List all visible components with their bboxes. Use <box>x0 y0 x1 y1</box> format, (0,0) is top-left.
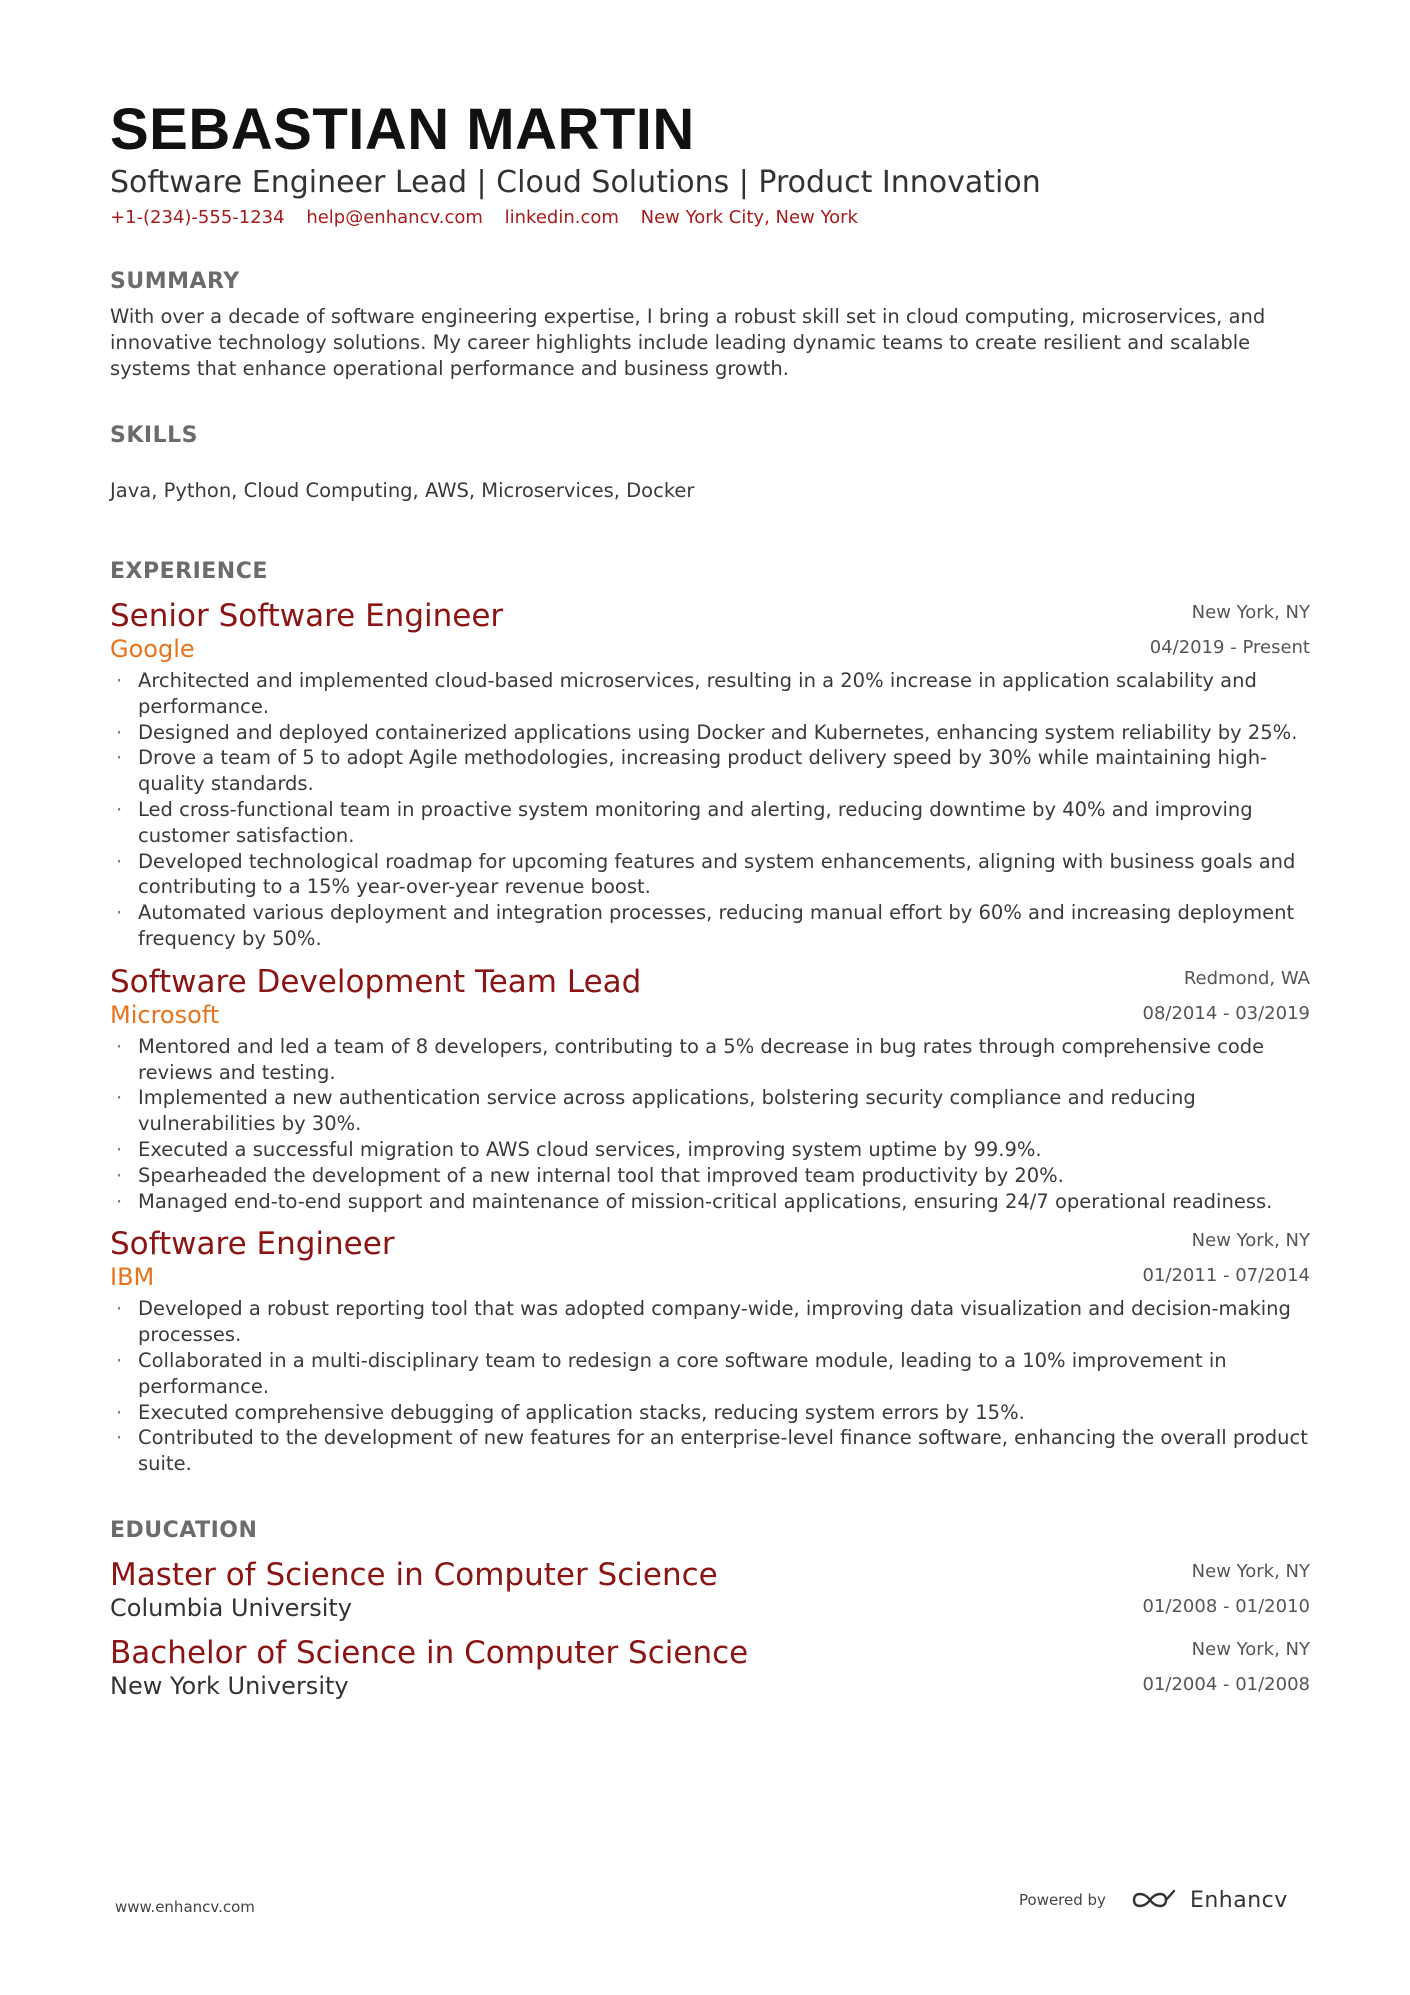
company-name: Google <box>110 635 195 663</box>
resume-page <box>110 98 1310 1701</box>
achievement-list <box>110 1034 1310 1215</box>
summary-heading: SUMMARY <box>110 269 240 294</box>
email-link[interactable]: help@enhancv.com <box>306 207 483 228</box>
job-dates: 08/2014 - 03/2019 <box>1142 1002 1310 1024</box>
school-name: New York University <box>110 1671 349 1700</box>
achievement-item: · Collaborated in a multi-disciplinary team to redesign a core software module, leading to a 10% improvement in performance. <box>110 1348 1310 1400</box>
location-text: New York City, New York <box>640 207 858 228</box>
headline: Software Engineer Lead | Cloud Solutions | Product Innovation <box>110 165 1041 200</box>
education-entry <box>110 1557 1310 1623</box>
achievement-item: · Automated various deployment and integration processes, reducing manual effort by 60% and increasing deployment frequency by 50%. <box>110 900 1310 952</box>
achievement-item: · Managed end-to-end support and maintenance of mission-critical applications, ensuring 24/7 operational readiness. <box>110 1189 1310 1215</box>
job-location: Redmond, WA <box>1183 967 1310 989</box>
achievement-item: · Contributed to the development of new features for an enterprise-level finance software, enhancing the overall product suite. <box>110 1425 1310 1477</box>
job-location: New York, NY <box>1191 602 1310 623</box>
experience-heading: EXPERIENCE <box>110 559 268 584</box>
entry-meta <box>1143 1226 1311 1292</box>
experience-entry <box>110 598 1310 952</box>
enhancv-brand-text: Enhancv <box>1189 1887 1288 1913</box>
entry-meta <box>1150 598 1310 664</box>
education-entry <box>110 1635 1310 1701</box>
achievement-item: · Developed technological roadmap for upcoming features and system enhancements, aligning with business goals and contributing to a 15% year-over-year revenue boost. <box>110 849 1310 901</box>
skills-list: Java, Python, Cloud Computing, AWS, Microservices, Docker <box>110 479 695 502</box>
degree-title: Bachelor of Science in Computer Science <box>110 1634 749 1671</box>
job-title: Senior Software Engineer <box>110 598 504 634</box>
achievement-item: · Led cross-functional team in proactive system monitoring and alerting, reducing downtime by 40% and improving customer satisfaction. <box>110 797 1310 849</box>
school-dates: 01/2004 - 01/2008 <box>1142 1673 1310 1695</box>
job-dates: 04/2019 - Present <box>1149 637 1310 658</box>
phone-link[interactable]: +1-(234)-555-1234 <box>110 207 285 228</box>
job-location: New York, NY <box>1191 1230 1310 1252</box>
achievement-item: · Designed and deployed containerized applications using Docker and Kubernetes, enhancing system reliability by 25%. <box>110 720 1310 746</box>
education-heading: EDUCATION <box>110 1517 258 1543</box>
achievement-item: · Executed a successful migration to AWS cloud services, improving system uptime by 99.9%. <box>110 1137 1310 1163</box>
powered-by-text: Powered by <box>1019 1891 1106 1909</box>
company-name: Microsoft <box>110 1000 220 1029</box>
entry-meta <box>1143 1635 1311 1701</box>
achievement-item: · Executed comprehensive debugging of application stacks, reducing system errors by 15%. <box>110 1400 1310 1426</box>
contact-info <box>110 206 1310 230</box>
job-title: Software Engineer <box>110 1226 395 1263</box>
skills-heading: SKILLS <box>110 423 198 448</box>
school-dates: 01/2008 - 01/2010 <box>1142 1595 1310 1617</box>
enhancv-logo-icon <box>1130 1887 1178 1913</box>
company-name: IBM <box>110 1263 155 1292</box>
footer-website-link[interactable]: www.enhancv.com <box>115 1898 255 1916</box>
achievement-item: · Developed a robust reporting tool that was adopted company-wide, improving data visualization and decision-making processes. <box>110 1296 1310 1348</box>
candidate-name: SEBASTIAN MARTIN <box>110 97 695 162</box>
entry-meta <box>1143 1557 1311 1623</box>
experience-entry <box>110 964 1310 1215</box>
achievement-item: · Implemented a new authentication service across applications, bolstering security compliance and reducing vulnerabilities by 30%. <box>110 1085 1310 1137</box>
school-location: New York, NY <box>1191 1560 1310 1582</box>
footer-branding <box>1019 1887 1288 1913</box>
achievement-item: · Spearheaded the development of a new internal tool that improved team productivity by 20%. <box>110 1163 1310 1189</box>
degree-title: Master of Science in Computer Science <box>110 1556 718 1593</box>
achievement-list <box>110 1296 1310 1477</box>
job-title: Software Development Team Lead <box>110 963 642 1000</box>
school-name: Columbia University <box>110 1593 353 1622</box>
job-dates: 01/2011 - 07/2014 <box>1142 1265 1310 1287</box>
achievement-item: · Drove a team of 5 to adopt Agile methodologies, increasing product delivery speed by 30% while maintaining high-quality standards. <box>110 745 1310 797</box>
school-location: New York, NY <box>1191 1638 1310 1660</box>
entry-meta <box>1143 964 1311 1030</box>
achievement-item: · Mentored and led a team of 8 developers, contributing to a 5% decrease in bug rates through comprehensive code reviews and testing. <box>110 1034 1310 1086</box>
achievement-list <box>110 668 1310 952</box>
linkedin-link[interactable]: linkedin.com <box>504 207 619 228</box>
experience-entry <box>110 1226 1310 1477</box>
summary-text: With over a decade of software engineering expertise, I bring a robust skill set in cloud computing, microservices, and innovative technology solutions. My career highlights include leading dynamic teams to create resilient and scalable systems that enhance operational performance and business growth. <box>110 305 1266 380</box>
achievement-item: · Architected and implemented cloud-based microservices, resulting in a 20% increase in application scalability and performance. <box>110 668 1310 720</box>
